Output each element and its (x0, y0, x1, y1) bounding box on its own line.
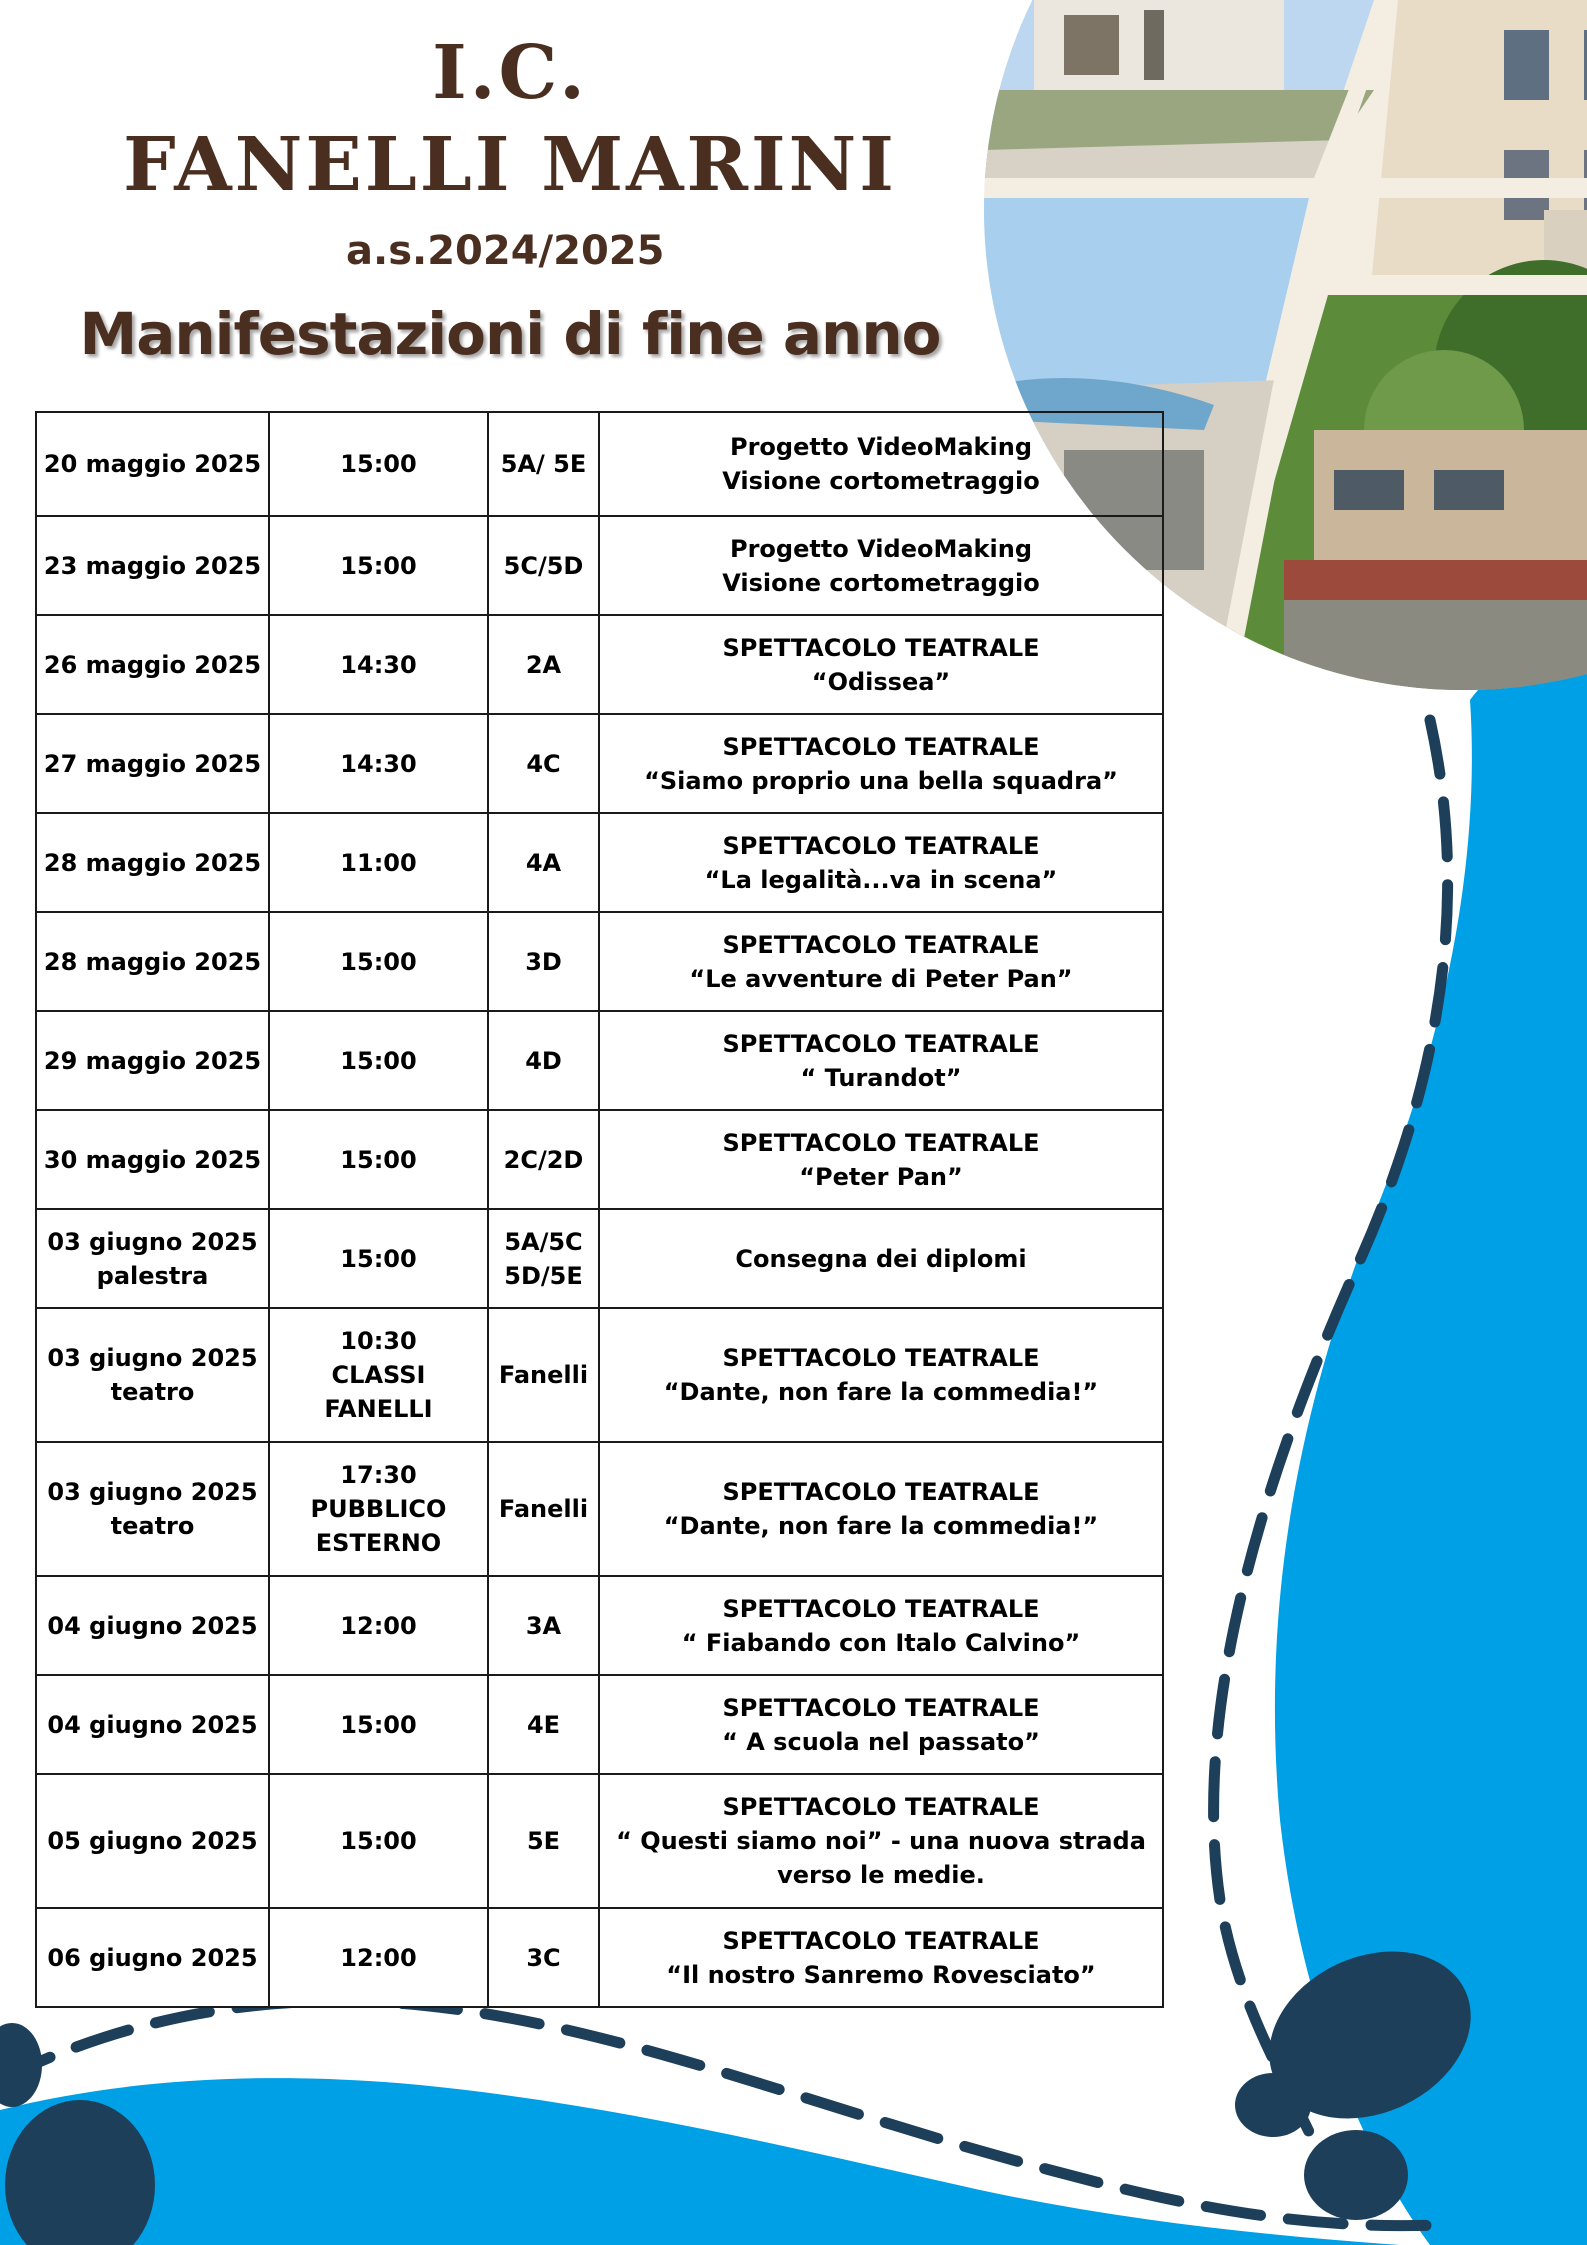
event-class: 2A (488, 615, 599, 714)
event-class: 5A/5C 5D/5E (488, 1209, 599, 1308)
event-date: 05 giugno 2025 (36, 1774, 269, 1908)
event-description: SPETTACOLO TEATRALE “Odissea” (599, 615, 1163, 714)
event-date: 30 maggio 2025 (36, 1110, 269, 1209)
event-description: SPETTACOLO TEATRALE “Dante, non fare la commedia!” (599, 1308, 1163, 1442)
table-row (36, 615, 1163, 714)
table-row (36, 516, 1163, 615)
event-date: 03 giugno 2025 teatro (36, 1442, 269, 1576)
event-date: 03 giugno 2025 teatro (36, 1308, 269, 1442)
event-description: SPETTACOLO TEATRALE “Dante, non fare la commedia!” (599, 1442, 1163, 1576)
event-description: Progetto VideoMaking Visione cortometraggio (599, 412, 1163, 516)
event-class: 5C/5D (488, 516, 599, 615)
table-row (36, 412, 1163, 516)
school-year: a.s.2024/2025 (346, 228, 665, 274)
event-time: 15:00 (269, 1675, 488, 1774)
event-time: 14:30 (269, 714, 488, 813)
event-description: SPETTACOLO TEATRALE “Siamo proprio una bella squadra” (599, 714, 1163, 813)
table-row (36, 1908, 1163, 2007)
event-time: 15:00 (269, 516, 488, 615)
event-class: 2C/2D (488, 1110, 599, 1209)
table-row (36, 1308, 1163, 1442)
event-class: 4D (488, 1011, 599, 1110)
event-date: 04 giugno 2025 (36, 1675, 269, 1774)
event-description: Progetto VideoMaking Visione cortometraggio (599, 516, 1163, 615)
title-line-1: I.C. (432, 30, 588, 116)
event-description: SPETTACOLO TEATRALE “ Turandot” (599, 1011, 1163, 1110)
page-subtitle: Manifestazioni di fine anno (79, 300, 941, 368)
table-row (36, 1209, 1163, 1308)
title-line-2: FANELLI MARINI (123, 122, 897, 208)
event-date: 04 giugno 2025 (36, 1576, 269, 1675)
event-class: Fanelli (488, 1308, 599, 1442)
event-class: 3C (488, 1908, 599, 2007)
event-date: 06 giugno 2025 (36, 1908, 269, 2007)
table-row (36, 912, 1163, 1011)
event-time: 15:00 (269, 912, 488, 1011)
event-date: 23 maggio 2025 (36, 516, 269, 615)
event-class: 5A/ 5E (488, 412, 599, 516)
event-description: Consegna dei diplomi (599, 1209, 1163, 1308)
event-description: SPETTACOLO TEATRALE “Le avventure di Peter Pan” (599, 912, 1163, 1011)
event-time: 15:00 (269, 1011, 488, 1110)
table-row (36, 1774, 1163, 1908)
event-time: 12:00 (269, 1576, 488, 1675)
event-class: 3A (488, 1576, 599, 1675)
event-date: 29 maggio 2025 (36, 1011, 269, 1110)
event-description: SPETTACOLO TEATRALE “La legalità...va in scena” (599, 813, 1163, 912)
table-row (36, 1442, 1163, 1576)
stone-left-small (0, 2023, 42, 2107)
event-time: 10:30 CLASSI FANELLI (269, 1308, 488, 1442)
events-schedule-table (35, 411, 1164, 2008)
event-class: 3D (488, 912, 599, 1011)
event-class: 4C (488, 714, 599, 813)
event-class: 4E (488, 1675, 599, 1774)
event-description: SPETTACOLO TEATRALE “ Fiabando con Italo Calvino” (599, 1576, 1163, 1675)
event-class: 5E (488, 1774, 599, 1908)
bottom-blue-wave (0, 2078, 1400, 2245)
event-date: 03 giugno 2025 palestra (36, 1209, 269, 1308)
event-date: 28 maggio 2025 (36, 912, 269, 1011)
event-class: 4A (488, 813, 599, 912)
event-description: SPETTACOLO TEATRALE “ Questi siamo noi” - una nuova strada verso le medie. (599, 1774, 1163, 1908)
event-time: 15:00 (269, 412, 488, 516)
table-row (36, 1675, 1163, 1774)
event-description: SPETTACOLO TEATRALE “Il nostro Sanremo Rovesciato” (599, 1908, 1163, 2007)
event-class: Fanelli (488, 1442, 599, 1576)
table-row (36, 813, 1163, 912)
event-time: 15:00 (269, 1110, 488, 1209)
table-row (36, 714, 1163, 813)
table-row (36, 1011, 1163, 1110)
event-time: 15:00 (269, 1774, 488, 1908)
event-date: 28 maggio 2025 (36, 813, 269, 912)
table-row (36, 1576, 1163, 1675)
event-date: 27 maggio 2025 (36, 714, 269, 813)
stone-small-right (1235, 2073, 1311, 2137)
event-time: 15:00 (269, 1209, 488, 1308)
event-date: 26 maggio 2025 (36, 615, 269, 714)
event-description: SPETTACOLO TEATRALE “Peter Pan” (599, 1110, 1163, 1209)
event-description: SPETTACOLO TEATRALE “ A scuola nel passato” (599, 1675, 1163, 1774)
event-time: 11:00 (269, 813, 488, 912)
event-date: 20 maggio 2025 (36, 412, 269, 516)
event-time: 17:30 PUBBLICO ESTERNO (269, 1442, 488, 1576)
event-time: 14:30 (269, 615, 488, 714)
stone-bottom-right (1304, 2130, 1408, 2220)
event-time: 12:00 (269, 1908, 488, 2007)
table-row (36, 1110, 1163, 1209)
